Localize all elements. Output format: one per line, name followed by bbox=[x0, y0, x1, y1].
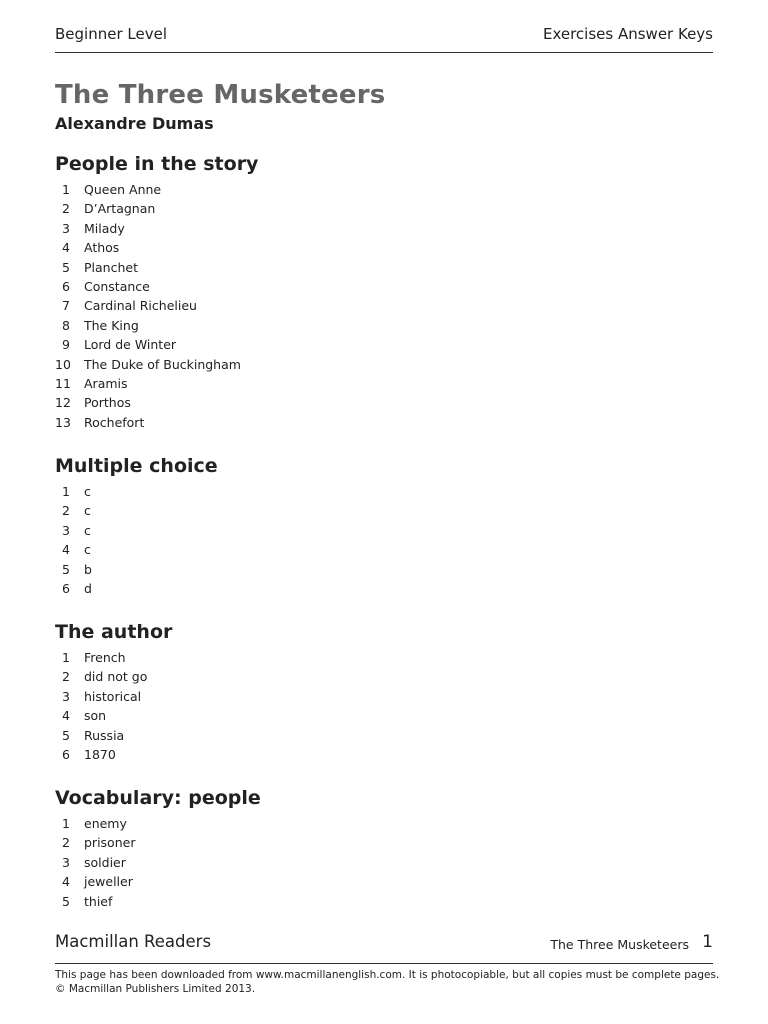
footer-book-title: The Three Musketeers bbox=[550, 937, 689, 952]
copyright-line: © Macmillan Publishers Limited 2013. bbox=[55, 983, 256, 995]
list-item: 3 c bbox=[62, 522, 91, 538]
list-item: 6 1870 bbox=[62, 746, 116, 762]
section-the-author bbox=[55, 620, 713, 764]
list-item: 8 The King bbox=[62, 317, 139, 333]
footer-divider bbox=[55, 963, 713, 964]
page-number: 1 bbox=[702, 932, 713, 952]
page-header bbox=[55, 24, 713, 53]
list-item: 2 c bbox=[62, 503, 91, 519]
list-item: 4 jeweller bbox=[62, 874, 133, 890]
section-vocabulary-people bbox=[55, 786, 713, 911]
list-item: 6 d bbox=[62, 580, 92, 596]
list-item: 5 Planchet bbox=[62, 259, 138, 275]
section-heading: Vocabulary: people bbox=[55, 787, 261, 809]
answer-key-page bbox=[55, 0, 720, 1024]
level-label: Beginner Level bbox=[55, 25, 167, 43]
list-item: 10 The Duke of Buckingham bbox=[55, 356, 241, 372]
list-item: 13 Rochefort bbox=[55, 414, 145, 430]
copyright-notice bbox=[55, 968, 735, 996]
list-item: 3 Milady bbox=[62, 220, 125, 236]
book-title: The Three Musketeers bbox=[55, 80, 386, 110]
list-item: 3 historical bbox=[62, 688, 142, 704]
section-heading: People in the story bbox=[55, 153, 259, 175]
list-item: 5 b bbox=[62, 561, 92, 577]
answer-list bbox=[55, 180, 713, 432]
publisher-name: Macmillan Readers bbox=[55, 932, 212, 951]
document-type-label: Exercises Answer Keys bbox=[542, 25, 713, 43]
list-item: 2 D’Artagnan bbox=[62, 201, 156, 217]
answer-list bbox=[55, 814, 713, 911]
list-item: 2 did not go bbox=[62, 669, 148, 685]
list-item: 1 c bbox=[62, 484, 91, 499]
answer-list bbox=[55, 648, 713, 764]
disclaimer-line: This page has been downloaded from www.macmillanenglish.com. It is photocopiable, but all copies must be complete pages. bbox=[55, 969, 720, 981]
list-item: 5 thief bbox=[62, 893, 113, 909]
list-item: 7 Cardinal Richelieu bbox=[62, 298, 197, 314]
list-item: 4 c bbox=[62, 542, 91, 558]
section-heading: The author bbox=[55, 621, 173, 643]
list-item: 1 Queen Anne bbox=[62, 182, 162, 197]
list-item: 12 Porthos bbox=[55, 395, 131, 411]
section-multiple-choice bbox=[55, 454, 713, 598]
list-item: 9 Lord de Winter bbox=[62, 337, 177, 353]
list-item: 5 Russia bbox=[62, 727, 125, 743]
list-item: 11 Aramis bbox=[55, 375, 128, 391]
list-item: 6 Constance bbox=[62, 278, 150, 294]
list-item: 1 French bbox=[62, 650, 126, 665]
list-item: 3 soldier bbox=[62, 854, 126, 870]
book-author: Alexandre Dumas bbox=[55, 114, 214, 133]
answer-list bbox=[55, 482, 713, 598]
list-item: 1 enemy bbox=[62, 816, 127, 831]
section-heading: Multiple choice bbox=[55, 455, 218, 477]
list-item: 2 prisoner bbox=[62, 835, 136, 851]
list-item: 4 Athos bbox=[62, 240, 120, 256]
list-item: 4 son bbox=[62, 708, 107, 724]
section-people-in-the-story bbox=[55, 152, 713, 432]
